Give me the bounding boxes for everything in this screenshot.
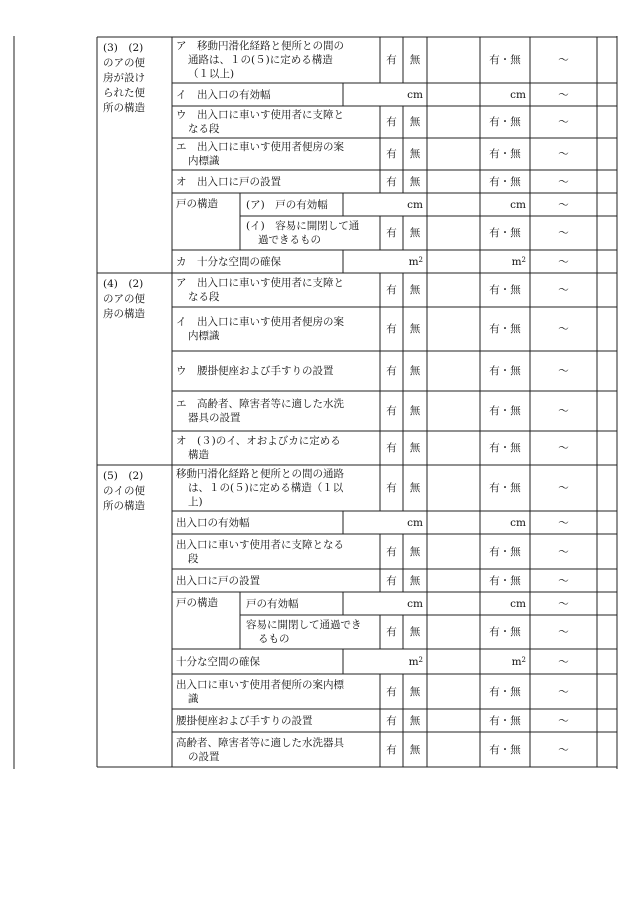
check-item-label: 出入口に車いす使用者便所の案内標	[176, 678, 344, 691]
range-tilde: ～	[558, 545, 569, 558]
yes-option: 有	[386, 714, 397, 727]
check-item-label: カ 十分な空間の確保	[176, 255, 281, 268]
check-item-label: 段	[188, 552, 199, 565]
range-tilde: ～	[558, 198, 569, 211]
check-item-label: 出入口に車いす使用者に支障となる	[176, 538, 344, 551]
range-tilde: ～	[558, 516, 569, 529]
section-heading: 房の構造	[103, 308, 145, 320]
range-tilde: ～	[558, 597, 569, 610]
check-item-label: オ (３)のイ、オおよびカに定める	[176, 435, 341, 447]
no-option: 無	[409, 405, 421, 417]
range-tilde: ～	[558, 685, 569, 698]
range-tilde: ～	[558, 655, 569, 668]
check-item-label: イ 出入口に車いす使用者便房の案	[176, 316, 344, 328]
range-tilde: ～	[558, 54, 569, 66]
section-heading: のアの便	[103, 293, 145, 305]
unit-cm: cm	[407, 597, 423, 610]
check-item-label: エ 高齢者、障害者等に適した水洗	[176, 398, 344, 410]
check-item-label: （１以上)	[188, 68, 235, 80]
yes-no-option: 有・無	[489, 685, 521, 698]
range-tilde: ～	[558, 148, 569, 160]
yes-option: 有	[386, 405, 397, 417]
yes-no-option: 有・無	[489, 54, 521, 66]
no-option: 無	[409, 714, 421, 727]
yes-no-option: 有・無	[489, 743, 521, 756]
no-option: 無	[409, 482, 421, 494]
yes-option: 有	[386, 482, 397, 494]
check-item-label: 高齢者、障害者等に適した水洗器具	[176, 736, 344, 749]
range-tilde: ～	[558, 175, 569, 188]
yes-no-option: 有・無	[489, 323, 521, 335]
section-heading: (5) (2)	[103, 470, 144, 482]
check-item-label: オ 出入口に戸の設置	[176, 175, 281, 188]
check-item-label: 通路は、１の(５)に定める構造	[188, 54, 333, 66]
no-option: 無	[409, 626, 421, 638]
no-option: 無	[409, 175, 421, 188]
no-option: 無	[409, 365, 421, 377]
unit-cm: cm	[407, 88, 423, 101]
check-item-label: 識	[188, 692, 199, 705]
yes-no-option: 有・無	[489, 116, 521, 128]
no-option: 無	[409, 442, 421, 454]
check-item-label: 器具の設置	[188, 412, 241, 424]
check-item-label: 内標識	[188, 155, 220, 167]
no-option: 無	[409, 116, 421, 128]
yes-option: 有	[386, 685, 397, 698]
yes-no-option: 有・無	[489, 405, 521, 417]
section-heading: (3) (2)	[103, 42, 144, 54]
no-option: 無	[409, 685, 421, 698]
yes-no-option: 有・無	[489, 227, 521, 239]
yes-no-option: 有・無	[489, 365, 521, 377]
yes-option: 有	[386, 626, 397, 638]
check-item-label: るもの	[258, 633, 290, 645]
check-item-label: 出入口に戸の設置	[176, 574, 260, 587]
yes-option: 有	[386, 116, 397, 128]
range-tilde: ～	[558, 743, 569, 756]
yes-no-option: 有・無	[489, 574, 521, 587]
yes-no-option: 有・無	[489, 714, 521, 727]
yes-no-option: 有・無	[489, 284, 521, 296]
range-tilde: ～	[558, 405, 569, 417]
yes-option: 有	[386, 175, 397, 188]
yes-no-option: 有・無	[489, 442, 521, 454]
group-label: 戸の構造	[176, 597, 218, 609]
yes-option: 有	[386, 442, 397, 454]
range-tilde: ～	[558, 365, 569, 377]
range-tilde: ～	[558, 714, 569, 727]
no-option: 無	[409, 545, 421, 558]
no-option: 無	[409, 574, 421, 587]
check-item-label: イ 出入口の有効幅	[176, 88, 271, 101]
yes-option: 有	[386, 545, 397, 558]
unit-cm: cm	[510, 597, 526, 610]
group-label: 戸の構造	[176, 198, 218, 210]
yes-option: 有	[386, 284, 397, 296]
check-item-label: ウ 腰掛便座および手すりの設置	[176, 365, 334, 377]
check-item-label: ウ 出入口に車いす使用者に支障と	[176, 109, 344, 121]
section-heading: 所の構造	[103, 500, 145, 512]
unit-exponent: 2	[521, 655, 526, 664]
yes-no-option: 有・無	[489, 148, 521, 160]
range-tilde: ～	[558, 116, 569, 128]
check-item-label: 内標識	[188, 330, 220, 342]
check-item-label: 十分な空間の確保	[176, 655, 260, 668]
range-tilde: ～	[558, 482, 569, 494]
yes-option: 有	[386, 54, 397, 66]
unit-m2: $m^2$	[511, 255, 526, 268]
check-item-label: 上)	[188, 496, 203, 508]
unit-m2: $m^2$	[408, 655, 423, 668]
check-item-label: は、１の(５)に定める構造（１以	[188, 482, 344, 494]
check-item-label: 容易に開閉して通過でき	[246, 619, 362, 631]
check-item-label: 腰掛便座および手すりの設置	[176, 714, 313, 727]
section-heading: (4) (2)	[103, 278, 144, 290]
section-heading: られた便	[103, 87, 145, 99]
yes-option: 有	[386, 574, 397, 587]
unit-cm: cm	[407, 516, 423, 529]
unit-exponent: 2	[418, 255, 423, 264]
yes-no-option: 有・無	[489, 175, 521, 188]
range-tilde: ～	[558, 574, 569, 587]
check-item-label: 出入口の有効幅	[176, 516, 250, 529]
no-option: 無	[409, 323, 421, 335]
yes-no-option: 有・無	[489, 545, 521, 558]
no-option: 無	[409, 284, 421, 296]
unit-cm: cm	[510, 516, 526, 529]
check-item-label: なる段	[188, 291, 220, 303]
unit-cm: cm	[510, 88, 526, 101]
unit-exponent: 2	[418, 655, 423, 664]
check-item-label: 戸の有効幅	[246, 597, 299, 610]
range-tilde: ～	[558, 284, 569, 296]
check-item-label: ア 移動円滑化経路と便所との間の	[176, 40, 344, 52]
range-tilde: ～	[558, 626, 569, 638]
range-tilde: ～	[558, 323, 569, 335]
range-tilde: ～	[558, 88, 569, 101]
range-tilde: ～	[558, 442, 569, 454]
yes-option: 有	[386, 227, 397, 239]
yes-option: 有	[386, 365, 397, 377]
check-item-label: 移動円滑化経路と便所との間の通路	[176, 468, 344, 480]
unit-cm: cm	[407, 198, 423, 211]
unit-exponent: 2	[521, 255, 526, 264]
yes-option: 有	[386, 148, 397, 160]
section-heading: のイの便	[103, 485, 145, 497]
check-item-label: (ア) 戸の有効幅	[246, 198, 328, 211]
no-option: 無	[409, 227, 421, 239]
yes-option: 有	[386, 323, 397, 335]
range-tilde: ～	[558, 255, 569, 268]
no-option: 無	[409, 54, 421, 66]
check-item-label: (イ) 容易に開閉して通	[246, 220, 360, 232]
unit-m2: $m^2$	[408, 255, 423, 268]
check-item-label: エ 出入口に車いす使用者便房の案	[176, 141, 344, 153]
section-heading: 房が設け	[103, 72, 145, 84]
range-tilde: ～	[558, 227, 569, 239]
check-item-label: の設置	[188, 750, 220, 763]
check-item-label: 過できるもの	[258, 234, 321, 246]
no-option: 無	[409, 743, 421, 756]
yes-no-option: 有・無	[489, 482, 521, 494]
section-heading: 所の構造	[103, 102, 145, 114]
yes-no-option: 有・無	[489, 626, 521, 638]
unit-m2: $m^2$	[511, 655, 526, 668]
yes-option: 有	[386, 743, 397, 756]
check-item-label: なる段	[188, 123, 220, 135]
check-item-label: ア 出入口に車いす使用者に支障と	[176, 277, 344, 289]
section-heading: のアの便	[103, 57, 145, 69]
unit-cm: cm	[510, 198, 526, 211]
no-option: 無	[409, 148, 421, 160]
check-item-label: 構造	[188, 449, 209, 461]
